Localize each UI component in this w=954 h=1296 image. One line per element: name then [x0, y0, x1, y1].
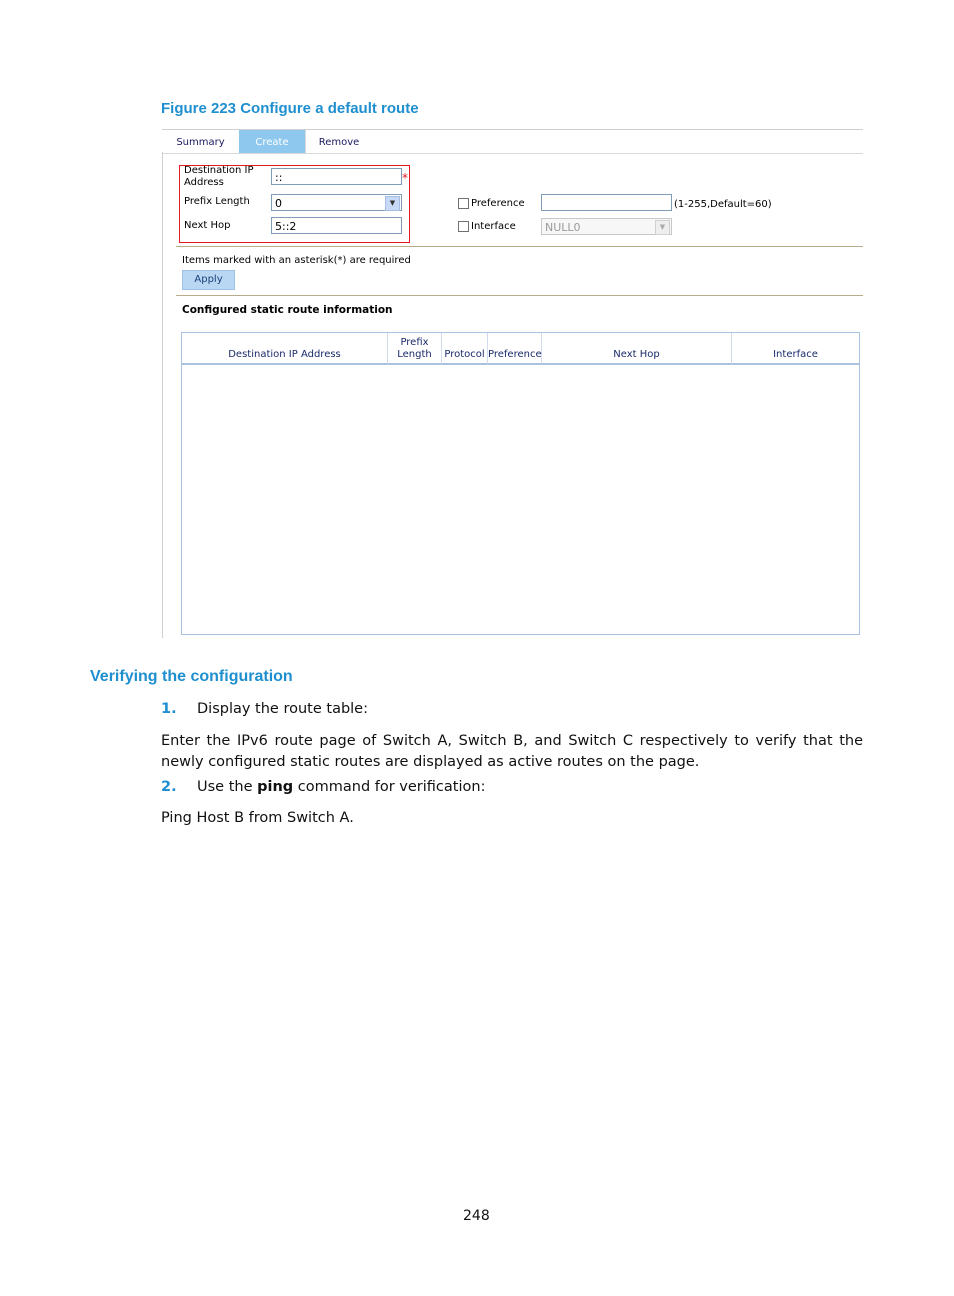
section-heading: Verifying the configuration: [90, 668, 293, 685]
page-number: 248: [463, 1208, 490, 1224]
preference-label: Preference: [471, 198, 525, 209]
screenshot-frame: [162, 129, 863, 638]
destination-label: Destination IP Address: [184, 165, 254, 188]
chevron-down-icon: ▼: [385, 196, 400, 211]
table-section-title: Configured static route information: [182, 304, 393, 316]
column-header-preference[interactable]: Preference: [488, 333, 542, 365]
paragraph-instructions: Enter the IPv6 route page of Switch A, Switch B, and Switch C respectively to verify that the newly configured static routes are displayed as active routes on the page.: [161, 733, 863, 770]
interface-value: NULL0: [545, 221, 581, 234]
interface-select[interactable]: [541, 218, 672, 235]
tab-summary[interactable]: Summary: [162, 130, 240, 153]
column-header-next-hop[interactable]: Next Hop: [542, 333, 732, 365]
column-header-prefix-length[interactable]: Prefix Length: [388, 333, 442, 365]
frame-left-border: [162, 152, 163, 638]
interface-checkbox[interactable]: [458, 221, 469, 232]
column-header-interface[interactable]: Interface: [732, 333, 859, 365]
step-1: 1. Display the route table:: [161, 701, 368, 717]
tab-create[interactable]: Create: [239, 130, 306, 153]
tab-bar: [162, 129, 863, 154]
prefix-length-value: 0: [275, 197, 282, 210]
divider: [176, 295, 863, 296]
next-hop-label: Next Hop: [184, 220, 231, 231]
column-header-protocol[interactable]: Protocol: [442, 333, 488, 365]
preference-hint: (1-255,Default=60): [674, 199, 772, 210]
prefix-length-select[interactable]: [271, 194, 402, 211]
divider: [176, 246, 863, 247]
tab-remove[interactable]: Remove: [318, 137, 360, 148]
required-note: Items marked with an asterisk(*) are required: [182, 255, 411, 266]
chevron-down-icon: ▼: [655, 220, 670, 235]
required-asterisk: *: [402, 171, 408, 185]
interface-label: Interface: [471, 221, 516, 232]
prefix-length-label: Prefix Length: [184, 196, 250, 207]
apply-button[interactable]: Apply: [182, 270, 235, 290]
figure-caption: Figure 223 Configure a default route: [161, 100, 419, 117]
paragraph-ping: Ping Host B from Switch A.: [161, 810, 354, 826]
preference-checkbox[interactable]: [458, 198, 469, 209]
route-table: [181, 332, 860, 635]
column-header-destination[interactable]: Destination IP Address: [182, 333, 388, 365]
next-hop-input[interactable]: 5::2: [271, 217, 402, 234]
preference-input[interactable]: [541, 194, 672, 211]
destination-input[interactable]: ::: [271, 168, 402, 185]
step-2: 2. Use the ping command for verification:: [161, 779, 486, 795]
